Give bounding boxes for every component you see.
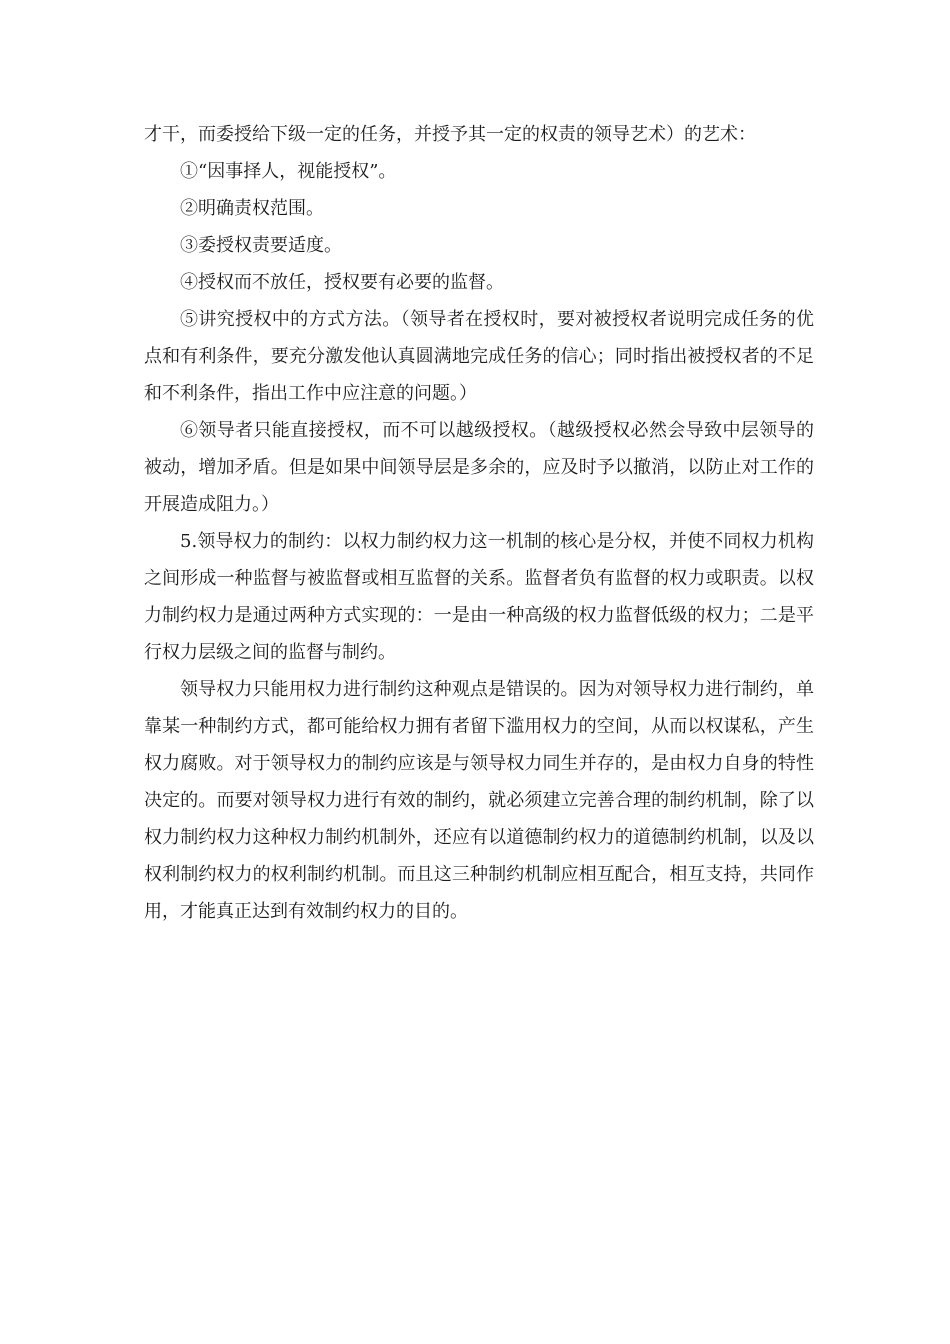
list-item-3: ③委授权责要适度。: [180, 235, 342, 256]
section-5-paragraph: 5.领导权力的制约：以权力制约权力这一机制的核心是分权，并使不同权力机构之间形成一种监督与被监督或相互监督的关系。监督者负有监督的权力或职责。以权力制约权力是通过两种方式实现的：一是由一种高级的权力监督低级的权力；二是平行权力层级之间的监督与制约。: [144, 531, 814, 663]
list-item-5: ⑤讲究授权中的方式方法。（领导者在授权时，要对被授权者说明完成任务的优点和有利条件，要充分激发他认真圆满地完成任务的信心；同时指出被授权者的不足和不利条件，指出工作中应注意的问题。）: [144, 309, 814, 404]
document-body: [144, 116, 814, 930]
list-item-1: ①“因事择人，视能授权”。: [180, 161, 397, 182]
paragraph-continuation: 才干，而委授给下级一定的任务，并授予其一定的权责的领导艺术）的艺术：: [144, 124, 756, 145]
list-item-2: ②明确责权范围。: [180, 198, 324, 219]
list-item-6: ⑥领导者只能直接授权，而不可以越级授权。（越级授权必然会导致中层领导的被动，增加矛盾。但是如果中间领导层是多余的，应及时予以撤消，以防止对工作的开展造成阻力。）: [144, 420, 814, 515]
conclusion-paragraph: 领导权力只能用权力进行制约这种观点是错误的。因为对领导权力进行制约，单靠某一种制约方式，都可能给权力拥有者留下滥用权力的空间，从而以权谋私，产生权力腐败。对于领导权力的制约应该是与领导权力同生并存的，是由权力自身的特性决定的。而要对领导权力进行有效的制约，就必须建立完善合理的制约机制，除了以权力制约权力这种权力制约机制外，还应有以道德制约权力的道德制约机制，以及以权利制约权力的权利制约机制。而且这三种制约机制应相互配合，相互支持，共同作用，才能真正达到有效制约权力的目的。: [144, 679, 814, 922]
list-item-4: ④授权而不放任，授权要有必要的监督。: [180, 272, 504, 293]
